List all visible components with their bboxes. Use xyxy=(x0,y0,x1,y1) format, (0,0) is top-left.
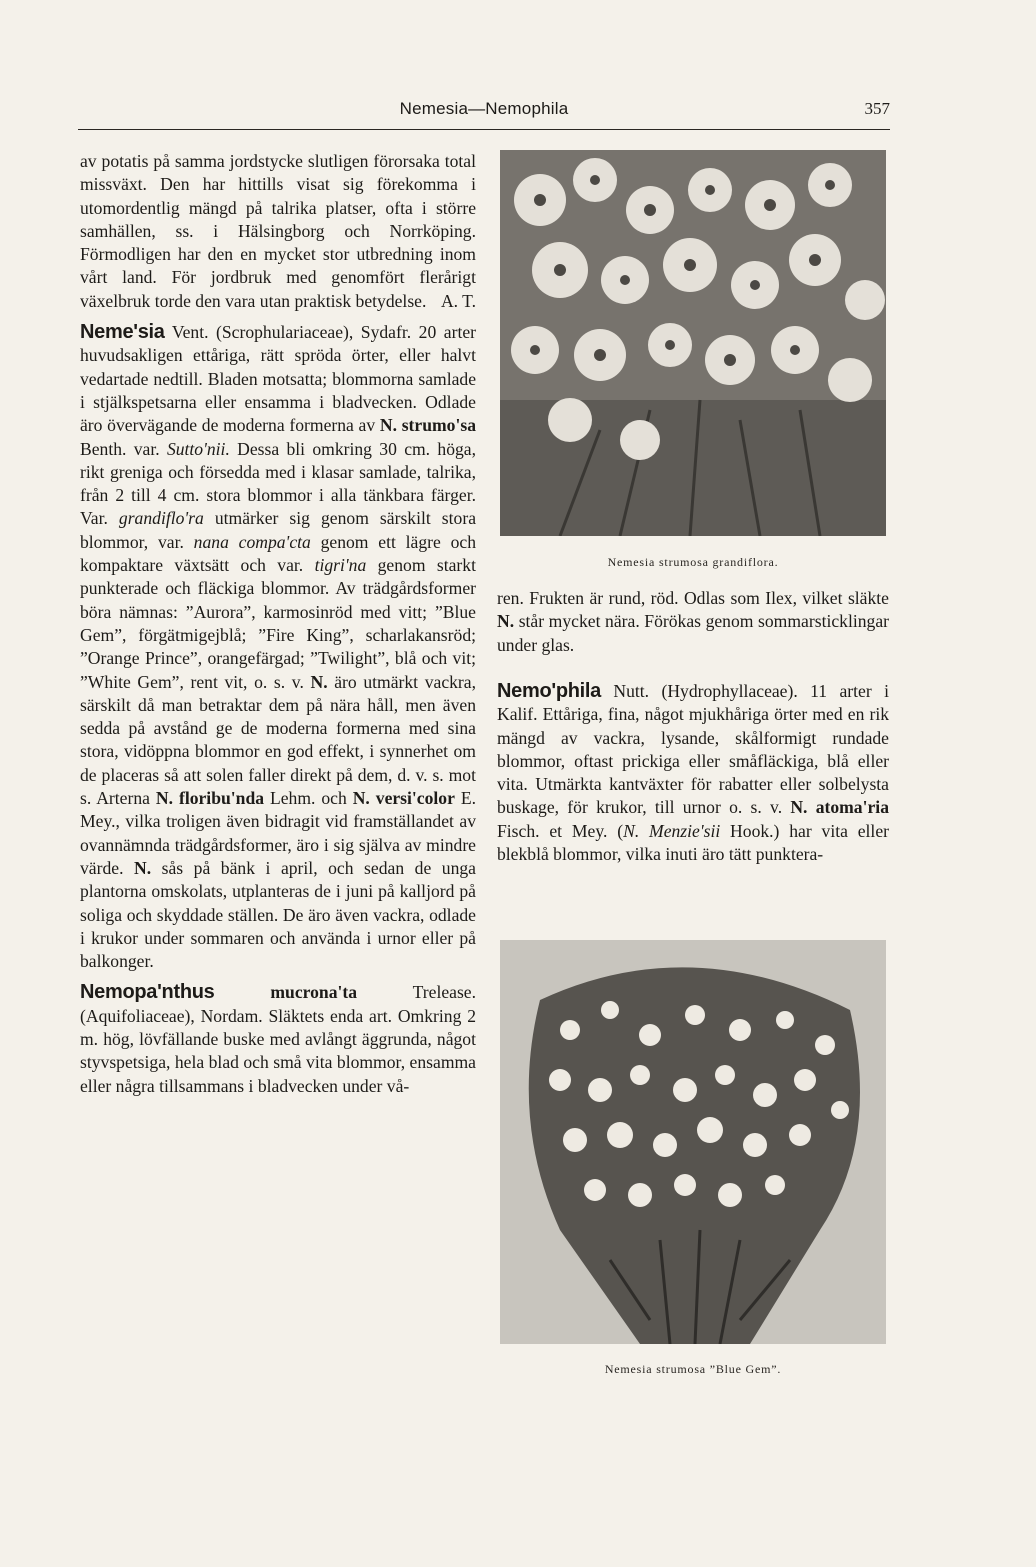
photo-nemesia-grandiflora xyxy=(500,150,886,536)
right-column-nemophila xyxy=(497,680,889,866)
left-column xyxy=(80,150,476,1098)
figure-caption-1: Nemesia strumosa grandiflora. xyxy=(607,555,779,569)
entry-nemesia: Neme'sia Vent. (Scrophulariaceae), Sydafr. 20 arter huvudsakligen ettåriga, rätt spröda örter, eller halvt vedartade nedtill. Bladen motsatta; blommorna samlade i stjälkspetsarna eller ensamma i bladvecken. Odlade äro övervägande de moderna formerna av N. strumo'sa Benth. var. Sutto'nii. Dessa bli omkring 30 cm. höga, rikt greniga och försedda med i klasar samlade, talrika, från 2 till 4 cm. stora blommor i alla tänkbara färger. Var. grandiflo'ra utmärker sig genom särskilt stora blommor, var. nana compa'cta genom ett lägre och kompaktare växtsätt och var. tigri'na genom starkt punkterade och fläckiga blommor. Av trädgårdsformer böra nämnas: ”Aurora”, karmosinröd med vitt; ”Blue Gem”, förgätmigejblå; ”Fire King”, scharlakansröd; ”Orange Prince”, orangefärgad; ”Twilight”, blå och vit; ”White Gem”, rent vit, o. s. v. N. äro utmärkt vackra, särskilt då man betraktar dem på nära håll, men även sedda på avstånd ge de moderna formerna med sina stora, vidöppna blommor en god effekt, i synnerhet om de placeras så att solen faller direkt på dem, d. v. s. mot s. Arterna N. floribu'nda Lehm. och N. versi'color E. Mey., vilka troligen även bidragit vid framställandet av ovannämnda trädgårdsformer, äro i sig själva av mindre värde. N. sås på bänk i april, och sedan de unga plantorna omskolats, utplanteras de i juni på kalljord på soliga och skyddade ställen. De äro även vackra, odlade i krukor under sommaren och använda i urnor eller på balkonger. xyxy=(80,321,477,972)
running-header-title: Nemesia—Nemophila xyxy=(399,99,569,118)
entry-nemophila: Nemo'phila Nutt. (Hydrophyllaceae). 11 arter i Kalif. Ettåriga, fina, något mjukhåriga örter med en rik mängd av vackra, lysande, skålformigt rundade blommor, oftast prickiga eller småfläckiga, blå eller vita. Utmärkta kantväxter för rabatter eller solbelysta buskage, för krukor, till urnor o. s. v. N. atoma'ria Fisch. et Mey. (N. Menzie'sii Hook.) har vita eller blekblå blommor, vilka inuti äro tätt punktera- xyxy=(497,680,889,865)
entry-keyword-nemesia: Neme'sia xyxy=(80,321,165,344)
entry-nemopanthus: Nemopa'nthus mucrona'ta Trelease. (Aquifoliaceae), Nordam. Släktets enda art. Omkring 2 m. hög, lövfällande buske med avlångt äggrunda, något styvspetsiga, hela blad och små vita blommor, ensamma eller några tillsammans i bladvecken under vå- xyxy=(80,981,476,1096)
running-header xyxy=(78,95,890,130)
flower-photo-icon xyxy=(500,150,886,536)
figure-caption-2: Nemesia strumosa ”Blue Gem”. xyxy=(604,1362,782,1376)
right-column-continuation: ren. Frukten är rund, röd. Odlas som Ilex, vilket släkte N. står mycket nära. Förökas genom sommarsticklingar under glas. xyxy=(497,588,889,655)
entry-keyword-nemopanthus: Nemopa'nthus xyxy=(80,981,215,1004)
intro-paragraph: av potatis på samma jordstycke slutligen förorsaka total missväxt. Den har hittills visat sig förekomma i utomordentlig mängd på talrika platser, ofta i större samhällen, ss. i Hälsingborg och Norrköping. Förmodligen har den en mycket stor utbredning inom vårt land. För jordbruk med genomfört flerårigt växelbruk torde den vara utan praktisk betydelse. A. T. xyxy=(80,150,476,313)
photo-nemesia-blue-gem xyxy=(500,940,886,1344)
page-number: 357 xyxy=(864,99,890,118)
entry-keyword-nemophila: Nemo'phila xyxy=(497,680,601,702)
flower-bouquet-photo-icon xyxy=(500,940,886,1344)
author-signature: A. T. xyxy=(440,290,476,311)
